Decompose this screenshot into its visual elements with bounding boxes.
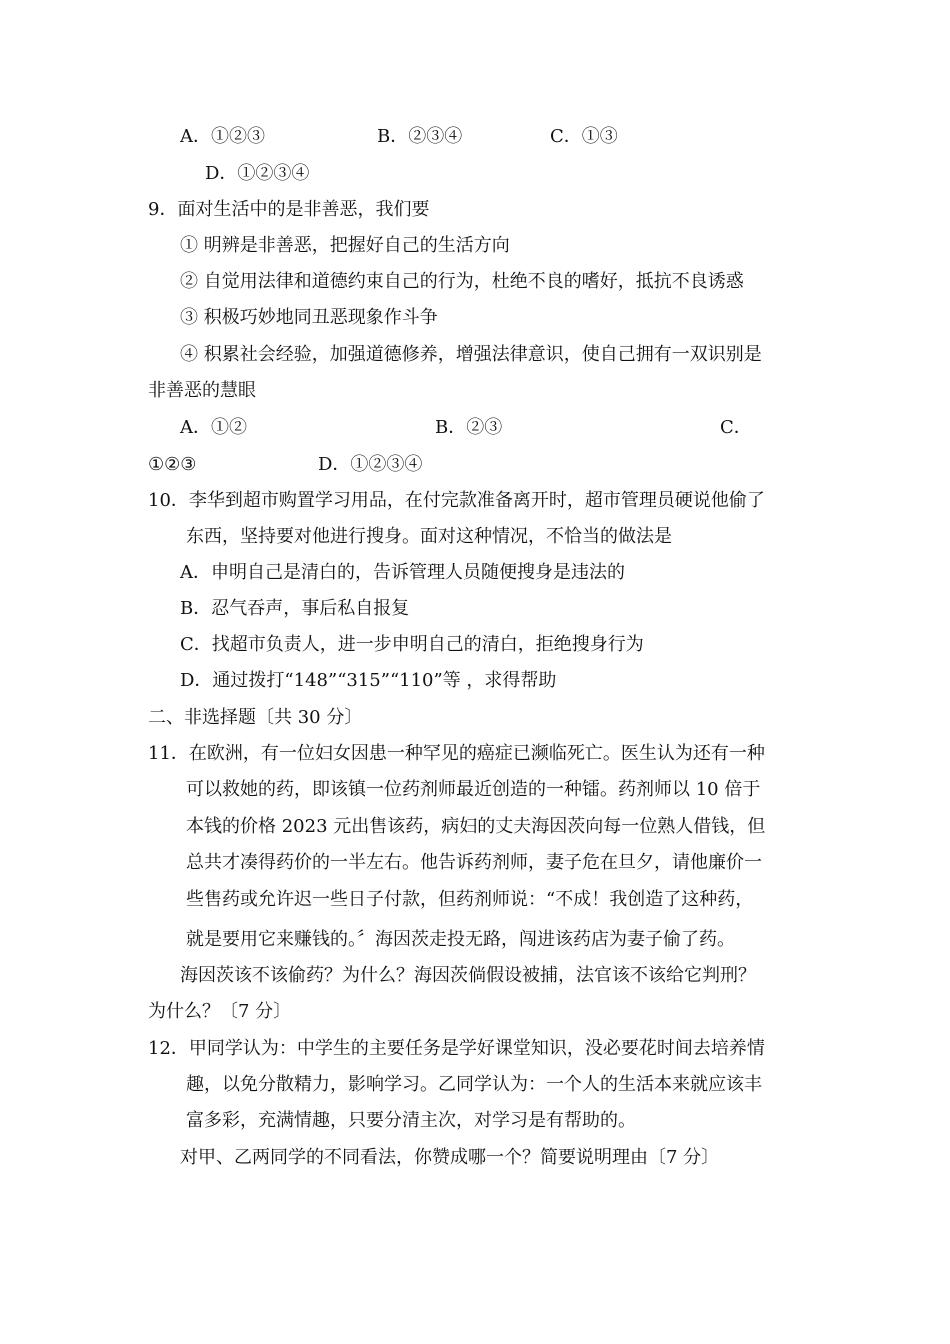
q9-option-c-value: ①②③ [148, 454, 197, 475]
q9-item-4-line-1: ④ 积累社会经验，加强道德修养，增强法律意识，使自己拥有一双识别是 [180, 344, 762, 365]
q11-line-5: 些售药或允许迟一些日子付款，但药剂师说：“不成！我创造了这种药， [186, 889, 754, 910]
q10-option-a: A．申明自己是清白的，告诉管理人员随便搜身是违法的 [180, 562, 625, 583]
q11-line-2: 可以救她的药，即该镇一位药剂师最近创造的一种镭。药剂师以 10 倍于 [186, 779, 761, 800]
q12-line-3: 富多彩，充满情趣，只要分清主次，对学习是有帮助的。 [186, 1110, 636, 1131]
q11-line-1: 11．在欧洲，有一位妇女因患一种罕见的癌症已濒临死亡。医生认为还有一种 [148, 743, 765, 764]
q10-stem-line-2: 东西，坚持要对他进行搜身。面对这种情况，不恰当的做法是 [186, 526, 672, 547]
q8-option-c: C．①③ [550, 126, 618, 147]
q11-question-line-1: 海因茨该不该偷药？为什么？海因茨倘假设被捕，法官该不该给它判刑？ [180, 965, 756, 986]
q12-line-1: 12．甲同学认为：中学生的主要任务是学好课堂知识，没必要花时间去培养情 [148, 1038, 765, 1059]
q11-line-4: 总共才凑得药价的一半左右。他告诉药剂师，妻子危在旦夕，请他廉价一 [186, 852, 762, 873]
q12-line-2: 趣，以免分散精力，影响学习。乙同学认为：一个人的生活本来就应该丰 [186, 1074, 762, 1095]
q9-stem: 9．面对生活中的是非善恶，我们要 [148, 199, 430, 220]
q9-item-3: ③ 积极巧妙地同丑恶现象作斗争 [180, 307, 438, 328]
q9-option-a: A．①② [180, 417, 247, 438]
q10-option-c: C．找超市负责人，进一步申明自己的清白，拒绝搜身行为 [180, 634, 644, 655]
q8-option-d: D．①②③④ [205, 163, 310, 184]
q11-question-line-2: 为什么？〔7 分〕 [148, 1001, 292, 1022]
q9-option-b: B．②③ [435, 417, 503, 438]
q10-option-d: D．通过拨打“148”“315”“110”等 ，求得帮助 [180, 670, 557, 691]
q9-item-2: ② 自觉用法律和道德约束自己的行为，杜绝不良的嗜好，抵抗不良诱惑 [180, 271, 744, 292]
q10-stem-line-1: 10．李华到超市购置学习用品，在付完款准备离开时，超市管理员硬说他偷了 [148, 490, 765, 511]
q11-line-3: 本钱的价格 2023 元出售该药，病妇的丈夫海因茨向每一位熟人借钱，但 [186, 816, 766, 837]
q8-option-a: A．①②③ [180, 126, 265, 147]
q9-item-4-line-2: 非善恶的慧眼 [148, 380, 256, 401]
q12-question: 对甲、乙两同学的不同看法，你赞成哪一个？简要说明理由〔7 分〕 [180, 1147, 720, 1168]
q11-line-6: 就是要用它来赚钱的。〞海因茨走投无路，闯进该药店为妻子偷了药。 [186, 929, 735, 950]
q9-option-d: D．①②③④ [318, 454, 423, 475]
q8-option-b: B．②③④ [377, 126, 463, 147]
q9-item-1: ① 明辨是非善恶，把握好自己的生活方向 [180, 235, 510, 256]
q9-option-c-label: C． [720, 417, 752, 438]
q10-option-b: B．忍气吞声，事后私自报复 [180, 598, 410, 619]
section-2-heading: 二、非选择题〔共 30 分〕 [148, 707, 363, 728]
